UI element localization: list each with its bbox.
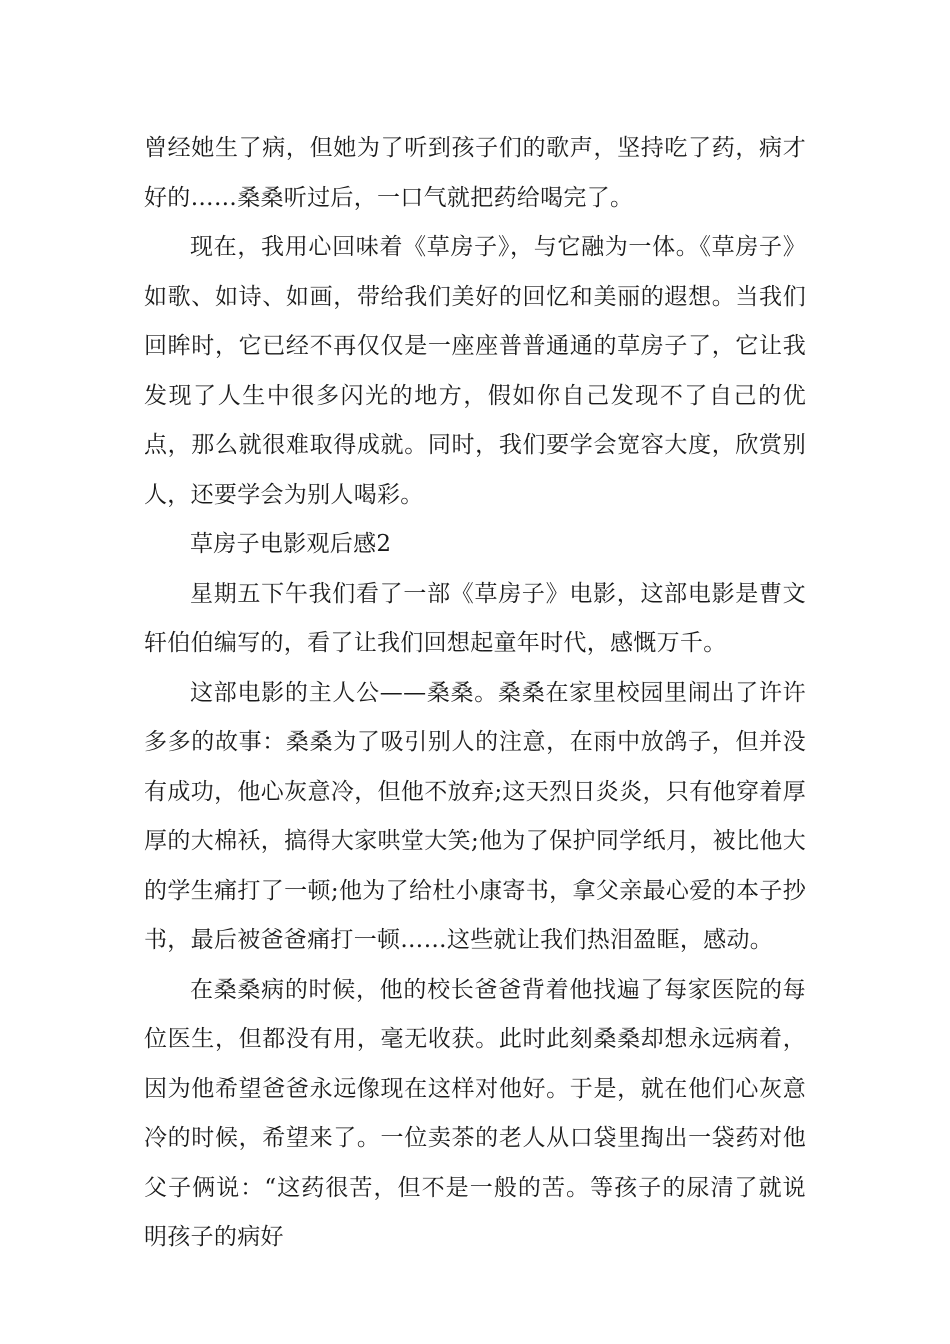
section-paragraph-3: 在桑桑病的时候，他的校长爸爸背着他找遍了每家医院的每位医生，但都没有用，毫无收获。此时此刻桑桑却想永远病着，因为他希望爸爸永远像现在这样对他好。于是，就在他们心灰意冷的时候，希望来了。一位卖茶的老人从口袋里掏出一袋药对他父子俩说：“这药很苦，但不是一般的苦。等孩子的尿清了就说明孩子的病好 xyxy=(144,976,806,1250)
paragraph-2: 现在，我用心回味着《草房子》，与它融为一体。《草房子》如歌、如诗、如画，带给我们美好的回忆和美丽的遐想。当我们回眸时，它已经不再仅仅是一座座普普通通的草房子了，它让我发现了人生中很多闪光的地方，假如你自己发现不了自己的优点，那么就很难取得成就。同时，我们要学会宽容大度，欣赏别人，还要学会为别人喝彩。 xyxy=(144,234,806,508)
section-paragraph-2: 这部电影的主人公——桑桑。桑桑在家里校园里闹出了许许多多的故事：桑桑为了吸引别人的注意，在雨中放鸽子，但并没有成功，他心灰意冷，但他不放弃;这天烈日炎炎，只有他穿着厚厚的大棉袄，搞得大家哄堂大笑;他为了保护同学纸月，被比他大的学生痛打了一顿;他为了给杜小康寄书，拿父亲最心爱的本子抄书，最后被爸爸痛打一顿……这些就让我们热泪盈眶，感动。 xyxy=(144,679,806,953)
section-heading: 草房子电影观后感2 xyxy=(190,531,392,557)
paragraph-1: 曾经她生了病，但她为了听到孩子们的歌声，坚持吃了药，病才好的……桑桑听过后，一口气就把药给喝完了。 xyxy=(144,135,806,211)
section-paragraph-1: 星期五下午我们看了一部《草房子》电影，这部电影是曹文轩伯伯编写的，看了让我们回想起童年时代，感慨万千。 xyxy=(144,580,806,656)
document-body xyxy=(144,124,806,1263)
